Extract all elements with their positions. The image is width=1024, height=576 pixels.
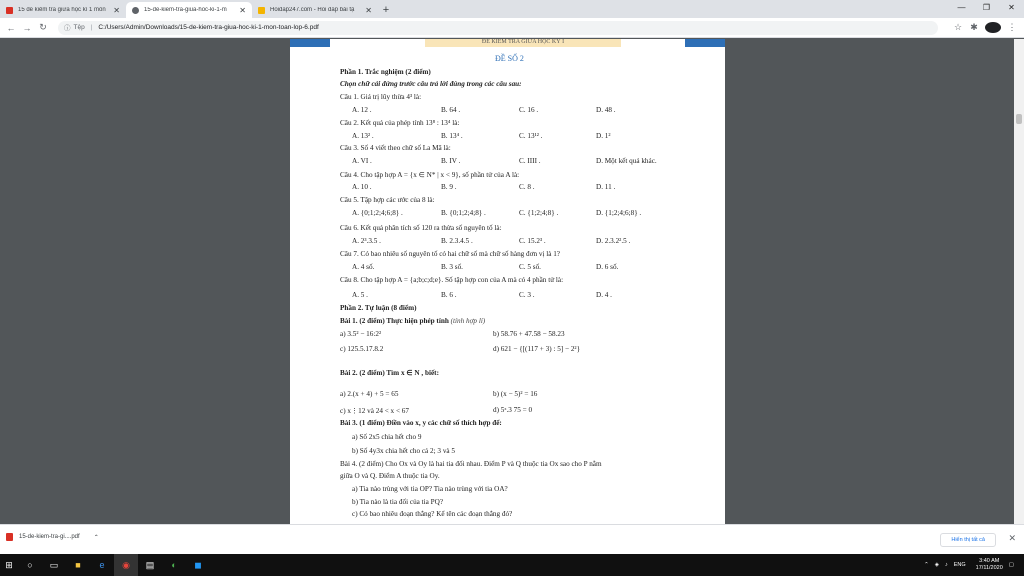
- restore-icon[interactable]: ❐: [982, 3, 991, 12]
- q8-option-d: D. 4 .: [596, 291, 612, 299]
- q6-option-b: B. 2.3.4.5 .: [441, 237, 473, 245]
- volume-icon[interactable]: ♪: [945, 562, 948, 568]
- windows-taskbar: [0, 554, 1024, 576]
- question-7: Câu 7. Có bao nhiêu số nguyên tố có hai chữ số mà chữ số hàng đơn vị là 1?: [340, 250, 560, 258]
- exercise-4b: b) Tia nào là tia đối của tia PQ?: [352, 498, 444, 506]
- q1-option-a: A. 12 .: [352, 106, 372, 114]
- part1-instruction: Chọn chữ cái đứng trước câu trả lời đúng trong các câu sau:: [340, 80, 522, 88]
- pdf-viewer: [0, 39, 1024, 524]
- security-label: Tệp: [73, 24, 85, 31]
- exercise-2b: b) (x − 5)² = 16: [493, 390, 538, 398]
- system-tray: [918, 558, 1024, 572]
- question-4: Câu 4. Cho tập hợp A = {x ∈ N* | x < 9}, số phần tử của A là:: [340, 171, 520, 179]
- close-downloads-icon[interactable]: ✕: [1008, 533, 1016, 543]
- chrome-icon[interactable]: ◉: [114, 554, 138, 576]
- tab-3[interactable]: [252, 2, 378, 18]
- exercise-2d: d) 5ˣ.3 75 = 0: [493, 406, 533, 414]
- app-green-icon[interactable]: ◐: [171, 560, 177, 570]
- q3-option-a: A. VI .: [352, 157, 372, 165]
- close-tab-icon[interactable]: ✕: [113, 5, 120, 15]
- clock-date: 17/11/2020: [975, 565, 1003, 571]
- reload-icon[interactable]: ↻: [39, 22, 47, 32]
- q8-option-a: A. 5 .: [352, 291, 368, 299]
- store-icon[interactable]: ▤: [145, 559, 155, 570]
- vertical-scrollbar[interactable]: [1014, 39, 1024, 524]
- exercise-1-heading: Bài 1. (2 điểm) Thực hiện phép tính (tính hợp lí): [340, 317, 486, 325]
- tab-2[interactable]: [126, 2, 252, 18]
- windows-start-icon[interactable]: ⊞: [5, 559, 13, 570]
- exercise-4c: c) Có bao nhiêu đoạn thẳng? Kể tên các đoạn thẳng đó?: [352, 510, 513, 518]
- q1-option-c: C. 16 .: [519, 106, 539, 114]
- address-bar[interactable]: [58, 21, 938, 35]
- info-icon[interactable]: ⓘ: [64, 25, 71, 32]
- profile-avatar[interactable]: [985, 22, 1001, 33]
- q1-option-b: B. 64 .: [441, 106, 461, 114]
- q6-option-c: C. 15.2³ .: [519, 237, 546, 245]
- q1-option-d: D. 48 .: [596, 106, 616, 114]
- tab-strip: [0, 0, 1024, 18]
- zalo-icon[interactable]: ◼: [194, 559, 202, 570]
- q7-option-a: A. 4 số.: [352, 263, 375, 271]
- window-controls: [949, 0, 1024, 18]
- clock[interactable]: [976, 558, 1003, 572]
- q7-option-c: C. 5 số.: [519, 263, 541, 271]
- q4-option-c: C. 8 .: [519, 183, 535, 191]
- minimize-icon[interactable]: —: [957, 3, 966, 12]
- close-tab-icon[interactable]: ✕: [365, 5, 372, 15]
- q8-option-c: C. 3 .: [519, 291, 535, 299]
- scrollbar-thumb[interactable]: [1016, 114, 1022, 124]
- exercise-1d: d) 621 − {[(117 + 3) : 5] − 2²}: [493, 345, 581, 353]
- edge-icon[interactable]: e: [99, 560, 105, 570]
- search-icon[interactable]: ○: [27, 560, 33, 570]
- q3-option-d: D. Một kết quả khác.: [596, 157, 657, 165]
- exercise-4-line2: giữa O và Q. Điểm A thuộc tia Oy.: [340, 472, 440, 480]
- pdf-file-icon: [6, 533, 13, 541]
- exercise-3a: a) Số 2x5 chia hết cho 9: [352, 433, 422, 441]
- exam-title: ĐỀ SỐ 2: [495, 54, 524, 63]
- exercise-2-heading: Bài 2. (2 điểm) Tìm x ∈ N , biết:: [340, 369, 439, 377]
- pdf-page: [290, 39, 725, 524]
- new-tab-button[interactable]: +: [382, 4, 390, 16]
- globe-favicon-icon: [132, 7, 139, 14]
- question-3: Câu 3. Số 4 viết theo chữ số La Mã là:: [340, 144, 451, 152]
- q5-option-b: B. {0;1;2;4;8} .: [441, 209, 486, 217]
- question-1: Câu 1. Giá trị lũy thừa 4³ là:: [340, 93, 422, 101]
- q4-option-b: B. 9 .: [441, 183, 457, 191]
- back-arrow-icon[interactable]: ←: [6, 22, 16, 33]
- question-5: Câu 5. Tập hợp các ước của 8 là:: [340, 196, 435, 204]
- url-text: C:/Users/Admin/Downloads/15-de-kiem-tra-giua-hoc-ki-1-mon-toan-lop-6.pdf: [98, 24, 319, 31]
- part2-heading: Phần 2. Tự luận (8 điểm): [340, 304, 417, 312]
- q2-option-a: A. 13² .: [352, 132, 374, 140]
- exercise-2a: a) 2.(x + 4) + 5 = 65: [340, 390, 399, 398]
- network-icon[interactable]: ◈: [934, 562, 939, 568]
- download-item[interactable]: [6, 533, 99, 541]
- tab-title: 15-de-kiem-tra-giua-hoc-ki-1-m: [144, 7, 227, 13]
- bookmark-star-icon[interactable]: ☆: [953, 22, 963, 32]
- notification-icon[interactable]: ▢: [1008, 562, 1014, 568]
- exercise-3-heading: Bài 3. (1 điểm) Điền vào x, y các chữ số thích hợp để:: [340, 419, 502, 427]
- exercise-1b: b) 58.76 + 47.58 − 58.23: [493, 330, 565, 338]
- q5-option-a: A. {0;1;2;4;6;8} .: [352, 209, 403, 217]
- q5-option-c: C. {1;2;4;8} .: [519, 209, 559, 217]
- browser-toolbar: [0, 18, 1024, 38]
- page-banner: ĐỀ KIỂM TRA GIỮA HỌC KỲ I: [425, 39, 621, 47]
- q2-option-b: B. 13⁴ .: [441, 132, 463, 140]
- q2-option-d: D. 1²: [596, 132, 611, 140]
- banner-left-bar: [290, 39, 330, 47]
- exercise-1a: a) 3.5² − 16:2²: [340, 330, 382, 338]
- hoidap-favicon-icon: [258, 7, 265, 14]
- task-view-icon[interactable]: ▭: [49, 559, 59, 570]
- file-explorer-icon[interactable]: ■: [75, 560, 81, 570]
- clock-time: 3:40 AM: [979, 558, 1000, 564]
- language-indicator[interactable]: ENG: [953, 562, 966, 568]
- q3-option-b: B. IV .: [441, 157, 461, 165]
- tab-title: 15 đề kiểm tra giữa học kì 1 môn: [18, 7, 106, 13]
- close-tab-icon[interactable]: ✕: [239, 5, 246, 15]
- chevron-up-tray-icon[interactable]: ⌃: [924, 562, 929, 568]
- exercise-4-line1: Bài 4. (2 điểm) Cho Ox và Oy là hai tia đối nhau. Điểm P và Q thuộc tia Ox sao cho P nằm: [340, 460, 602, 468]
- q7-option-b: B. 3 số.: [441, 263, 463, 271]
- chevron-up-icon[interactable]: ⌃: [93, 534, 99, 541]
- q6-option-a: A. 2³.3.5 .: [352, 237, 381, 245]
- extensions-icon[interactable]: ✱: [970, 22, 978, 32]
- show-all-button[interactable]: Hiển thị tất cả: [940, 533, 996, 547]
- q4-option-d: D. 11 .: [596, 183, 616, 191]
- tab-1[interactable]: [0, 2, 126, 18]
- question-8: Câu 8. Cho tập hợp A = {a;b;c;d;e}. Số tập hợp con của A mà có 4 phần tử là:: [340, 276, 564, 284]
- menu-dots-icon[interactable]: ⋮: [1007, 22, 1017, 32]
- forward-arrow-icon[interactable]: →: [22, 22, 32, 33]
- q8-option-b: B. 6 .: [441, 291, 457, 299]
- banner-right-bar: [685, 39, 725, 47]
- close-window-icon[interactable]: ✕: [1008, 3, 1015, 12]
- exercise-2c: c) x⋮12 và 24 < x < 67: [340, 407, 409, 415]
- separator: |: [90, 24, 93, 31]
- part1-heading: Phần 1. Trắc nghiệm (2 điểm): [340, 68, 431, 76]
- tab-title: Hoidap247.com - Hỏi đáp bài tậ: [270, 7, 355, 13]
- q5-option-d: D. {1;2;4;6;8} .: [596, 209, 642, 217]
- q6-option-d: D. 2.3.2².5 .: [596, 237, 631, 245]
- q4-option-a: A. 10 .: [352, 183, 372, 191]
- exercise-1c: c) 125.5.17.8.2: [340, 345, 384, 353]
- exercise-4a: a) Tia nào trùng với tia OP? Tia nào trùng với tia OA?: [352, 485, 508, 493]
- q2-option-c: C. 13¹² .: [519, 132, 543, 140]
- question-6: Câu 6. Kết quả phân tích số 120 ra thừa số nguyên tố là:: [340, 224, 502, 232]
- exercise-3b: b) Số 4y3x chia hết cho cả 2; 3 và 5: [352, 447, 455, 455]
- q3-option-c: C. IIII .: [519, 157, 541, 165]
- download-filename: 15-de-kiem-tra-gi....pdf: [19, 534, 80, 540]
- downloads-bar: [0, 524, 1024, 554]
- pdf-favicon-icon: [6, 7, 13, 14]
- q7-option-d: D. 6 số.: [596, 263, 619, 271]
- question-2: Câu 2. Kết quả của phép tính 13⁸ : 13⁴ là:: [340, 119, 460, 127]
